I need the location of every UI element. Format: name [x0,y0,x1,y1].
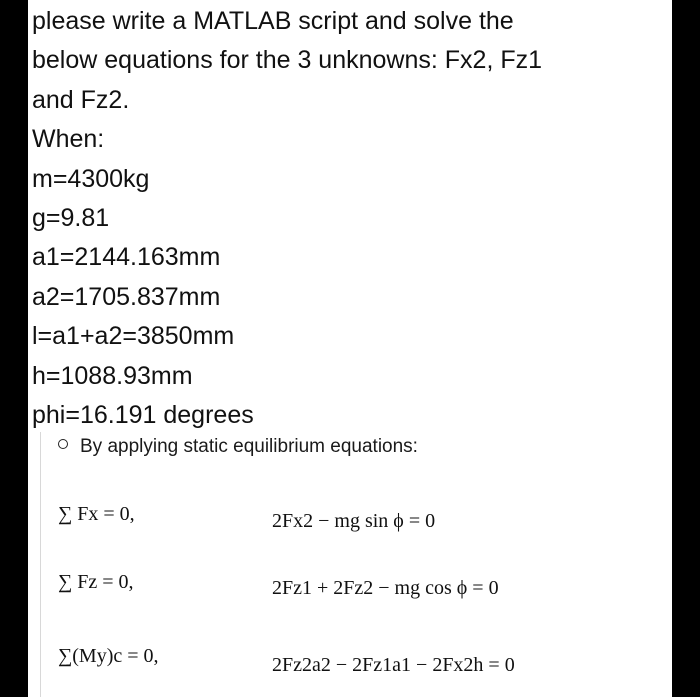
equation-1-left: ∑ Fx = 0, [58,503,135,525]
question-line-2: below equations for the 3 unknowns: Fx2, Fz1 [32,46,543,75]
equilibrium-bullet [58,436,418,458]
question-line-10: h=1088.93mm [32,361,193,390]
bullet-text: By applying static equilibrium equations: [80,436,418,457]
bullet-circle-icon [58,439,68,449]
equation-3-left: ∑(My)c = 0, [58,645,159,667]
document-page [28,0,672,697]
question-line-11: phi=16.191 degrees [32,401,254,430]
question-line-7: a1=2144.163mm [32,243,221,272]
question-line-6: g=9.81 [32,204,110,233]
question-line-8: a2=1705.837mm [32,282,221,311]
question-line-3: and Fz2. [32,85,130,114]
question-line-1: please write a MATLAB script and solve the [32,7,514,35]
question-line-4: When: [32,125,105,154]
question-line-5: m=4300kg [32,164,150,193]
equation-2-right: 2Fz1 + 2Fz2 − mg cos ϕ = 0 [272,577,499,599]
question-text [32,2,668,435]
equation-1-right: 2Fx2 − mg sin ϕ = 0 [272,510,436,532]
question-line-9: l=a1+a2=3850mm [32,322,235,351]
equation-3-right: 2Fz2a2 − 2Fz1a1 − 2Fx2h = 0 [272,654,515,676]
equation-2-left: ∑ Fz = 0, [58,571,134,593]
